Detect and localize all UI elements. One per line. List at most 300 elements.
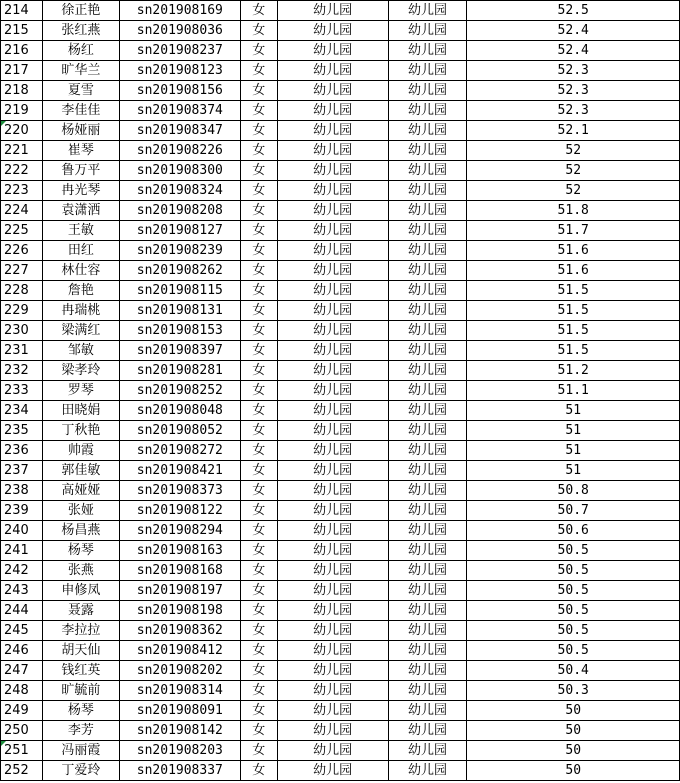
name-cell[interactable]: 李佳佳: [42, 101, 119, 121]
score-cell[interactable]: 51.6: [467, 241, 680, 261]
school-cell[interactable]: 幼儿园: [277, 141, 388, 161]
table-row: [1, 621, 680, 641]
candidate-id-cell[interactable]: sn201908048: [119, 401, 240, 421]
table-row: [1, 381, 680, 401]
school-cell[interactable]: 幼儿园: [277, 461, 388, 481]
gender-cell[interactable]: 女: [240, 381, 277, 401]
candidate-id-cell[interactable]: sn201908347: [119, 121, 240, 141]
name-cell[interactable]: 梁满红: [42, 321, 119, 341]
school-cell[interactable]: 幼儿园: [277, 521, 388, 541]
score-cell[interactable]: 50: [467, 761, 680, 781]
score-cell[interactable]: 52.3: [467, 81, 680, 101]
candidate-id-cell[interactable]: sn201908374: [119, 101, 240, 121]
name-cell[interactable]: 田晓娟: [42, 401, 119, 421]
name-cell[interactable]: 钱红英: [42, 661, 119, 681]
score-cell[interactable]: 52: [467, 181, 680, 201]
name-cell[interactable]: 杨红: [42, 41, 119, 61]
category-cell[interactable]: 幼儿园: [388, 621, 467, 641]
category-cell[interactable]: 幼儿园: [388, 261, 467, 281]
name-cell[interactable]: 鲁万平: [42, 161, 119, 181]
gender-cell[interactable]: 女: [240, 601, 277, 621]
row-number-cell[interactable]: 226: [1, 241, 43, 261]
candidate-id-cell[interactable]: sn201908324: [119, 181, 240, 201]
score-cell[interactable]: 52.3: [467, 61, 680, 81]
score-cell[interactable]: 52: [467, 161, 680, 181]
school-cell[interactable]: 幼儿园: [277, 1, 388, 21]
name-cell[interactable]: 张娅: [42, 501, 119, 521]
gender-cell[interactable]: 女: [240, 641, 277, 661]
candidate-id-cell[interactable]: sn201908239: [119, 241, 240, 261]
row-number-cell[interactable]: 252: [1, 761, 43, 781]
school-cell[interactable]: 幼儿园: [277, 401, 388, 421]
name-cell[interactable]: 帅霞: [42, 441, 119, 461]
school-cell[interactable]: 幼儿园: [277, 261, 388, 281]
school-cell[interactable]: 幼儿园: [277, 421, 388, 441]
table-row: [1, 541, 680, 561]
gender-cell[interactable]: 女: [240, 721, 277, 741]
category-cell[interactable]: 幼儿园: [388, 1, 467, 21]
table-row: [1, 241, 680, 261]
gender-cell[interactable]: 女: [240, 341, 277, 361]
category-cell[interactable]: 幼儿园: [388, 141, 467, 161]
table-row: [1, 421, 680, 441]
school-cell[interactable]: 幼儿园: [277, 621, 388, 641]
school-cell[interactable]: 幼儿园: [277, 641, 388, 661]
score-cell[interactable]: 51.8: [467, 201, 680, 221]
score-cell[interactable]: 50.5: [467, 641, 680, 661]
school-cell[interactable]: 幼儿园: [277, 241, 388, 261]
school-cell[interactable]: 幼儿园: [277, 101, 388, 121]
row-number-cell[interactable]: 237: [1, 461, 43, 481]
table-row: [1, 581, 680, 601]
candidate-id-cell[interactable]: sn201908397: [119, 341, 240, 361]
candidate-id-cell[interactable]: sn201908208: [119, 201, 240, 221]
table-row: [1, 501, 680, 521]
gender-cell[interactable]: 女: [240, 441, 277, 461]
school-cell[interactable]: 幼儿园: [277, 561, 388, 581]
gender-cell[interactable]: 女: [240, 221, 277, 241]
name-cell[interactable]: 林仕容: [42, 261, 119, 281]
category-cell[interactable]: 幼儿园: [388, 321, 467, 341]
category-cell[interactable]: 幼儿园: [388, 541, 467, 561]
score-cell[interactable]: 51.5: [467, 341, 680, 361]
candidate-id-cell[interactable]: sn201908168: [119, 561, 240, 581]
score-cell[interactable]: 51: [467, 421, 680, 441]
table-row: [1, 521, 680, 541]
table-row: [1, 81, 680, 101]
category-cell[interactable]: 幼儿园: [388, 121, 467, 141]
gender-cell[interactable]: 女: [240, 61, 277, 81]
row-number-cell[interactable]: 234: [1, 401, 43, 421]
row-number-cell[interactable]: 228: [1, 281, 43, 301]
candidate-id-cell[interactable]: sn201908314: [119, 681, 240, 701]
school-cell[interactable]: 幼儿园: [277, 361, 388, 381]
score-cell[interactable]: 51.5: [467, 301, 680, 321]
table-row: [1, 701, 680, 721]
row-number-cell[interactable]: 239: [1, 501, 43, 521]
table-row: [1, 601, 680, 621]
school-cell[interactable]: 幼儿园: [277, 301, 388, 321]
table-row: [1, 201, 680, 221]
score-cell[interactable]: 50.3: [467, 681, 680, 701]
gender-cell[interactable]: 女: [240, 301, 277, 321]
school-cell[interactable]: 幼儿园: [277, 761, 388, 781]
candidate-id-cell[interactable]: sn201908115: [119, 281, 240, 301]
row-number-cell[interactable]: 249: [1, 701, 43, 721]
row-number-cell[interactable]: 233: [1, 381, 43, 401]
gender-cell[interactable]: 女: [240, 241, 277, 261]
name-cell[interactable]: 申修凤: [42, 581, 119, 601]
row-number-cell[interactable]: 224: [1, 201, 43, 221]
category-cell[interactable]: 幼儿园: [388, 241, 467, 261]
row-number-cell[interactable]: 236: [1, 441, 43, 461]
category-cell[interactable]: 幼儿园: [388, 761, 467, 781]
candidate-id-cell[interactable]: sn201908163: [119, 541, 240, 561]
category-cell[interactable]: 幼儿园: [388, 721, 467, 741]
candidate-id-cell[interactable]: sn201908294: [119, 521, 240, 541]
row-number-cell[interactable]: 217: [1, 61, 43, 81]
gender-cell[interactable]: 女: [240, 81, 277, 101]
score-cell[interactable]: 52.5: [467, 1, 680, 21]
candidate-id-cell[interactable]: sn201908226: [119, 141, 240, 161]
gender-cell[interactable]: 女: [240, 761, 277, 781]
candidate-id-cell[interactable]: sn201908252: [119, 381, 240, 401]
school-cell[interactable]: 幼儿园: [277, 41, 388, 61]
category-cell[interactable]: 幼儿园: [388, 61, 467, 81]
results-table-body: [1, 1, 680, 781]
row-number-cell[interactable]: 246: [1, 641, 43, 661]
school-cell[interactable]: 幼儿园: [277, 121, 388, 141]
name-cell[interactable]: 杨娅丽: [42, 121, 119, 141]
school-cell[interactable]: 幼儿园: [277, 321, 388, 341]
gender-cell[interactable]: 女: [240, 741, 277, 761]
gender-cell[interactable]: 女: [240, 281, 277, 301]
row-number-cell[interactable]: 219: [1, 101, 43, 121]
school-cell[interactable]: 幼儿园: [277, 201, 388, 221]
score-cell[interactable]: 51.1: [467, 381, 680, 401]
name-cell[interactable]: 郭佳敏: [42, 461, 119, 481]
name-cell[interactable]: 徐正艳: [42, 1, 119, 21]
row-number-cell[interactable]: 229: [1, 301, 43, 321]
row-number-cell[interactable]: 247: [1, 661, 43, 681]
candidate-id-cell[interactable]: sn201908300: [119, 161, 240, 181]
gender-cell[interactable]: 女: [240, 701, 277, 721]
school-cell[interactable]: 幼儿园: [277, 481, 388, 501]
name-cell[interactable]: 王敏: [42, 221, 119, 241]
score-cell[interactable]: 50.6: [467, 521, 680, 541]
score-cell[interactable]: 50.5: [467, 561, 680, 581]
gender-cell[interactable]: 女: [240, 581, 277, 601]
gender-cell[interactable]: 女: [240, 41, 277, 61]
row-number-cell[interactable]: 245: [1, 621, 43, 641]
name-cell[interactable]: 旷华兰: [42, 61, 119, 81]
name-cell[interactable]: 胡天仙: [42, 641, 119, 661]
school-cell[interactable]: 幼儿园: [277, 381, 388, 401]
score-cell[interactable]: 50.5: [467, 581, 680, 601]
row-number-cell[interactable]: 218: [1, 81, 43, 101]
row-number-cell[interactable]: 222: [1, 161, 43, 181]
row-number-cell[interactable]: 240: [1, 521, 43, 541]
name-cell[interactable]: 田红: [42, 241, 119, 261]
category-cell[interactable]: 幼儿园: [388, 281, 467, 301]
candidate-id-cell[interactable]: sn201908373: [119, 481, 240, 501]
row-number-cell[interactable]: 250: [1, 721, 43, 741]
row-number-cell[interactable]: 238: [1, 481, 43, 501]
name-cell[interactable]: 冯丽霞: [42, 741, 119, 761]
candidate-id-cell[interactable]: sn201908197: [119, 581, 240, 601]
category-cell[interactable]: 幼儿园: [388, 741, 467, 761]
school-cell[interactable]: 幼儿园: [277, 221, 388, 241]
row-number-cell[interactable]: 241: [1, 541, 43, 561]
school-cell[interactable]: 幼儿园: [277, 701, 388, 721]
category-cell[interactable]: 幼儿园: [388, 561, 467, 581]
school-cell[interactable]: 幼儿园: [277, 721, 388, 741]
school-cell[interactable]: 幼儿园: [277, 161, 388, 181]
candidate-id-cell[interactable]: sn201908153: [119, 321, 240, 341]
gender-cell[interactable]: 女: [240, 401, 277, 421]
candidate-id-cell[interactable]: sn201908142: [119, 721, 240, 741]
gender-cell[interactable]: 女: [240, 661, 277, 681]
gender-cell[interactable]: 女: [240, 461, 277, 481]
row-number-cell[interactable]: 235: [1, 421, 43, 441]
category-cell[interactable]: 幼儿园: [388, 201, 467, 221]
row-number-cell[interactable]: 248: [1, 681, 43, 701]
score-cell[interactable]: 50.8: [467, 481, 680, 501]
score-cell[interactable]: 50: [467, 741, 680, 761]
category-cell[interactable]: 幼儿园: [388, 341, 467, 361]
score-cell[interactable]: 51.5: [467, 321, 680, 341]
school-cell[interactable]: 幼儿园: [277, 441, 388, 461]
school-cell[interactable]: 幼儿园: [277, 681, 388, 701]
row-number-cell[interactable]: 242: [1, 561, 43, 581]
candidate-id-cell[interactable]: sn201908127: [119, 221, 240, 241]
row-number-cell[interactable]: 221: [1, 141, 43, 161]
name-cell[interactable]: 丁爱玲: [42, 761, 119, 781]
row-number-cell[interactable]: 243: [1, 581, 43, 601]
score-cell[interactable]: 50.5: [467, 541, 680, 561]
category-cell[interactable]: 幼儿园: [388, 221, 467, 241]
candidate-id-cell[interactable]: sn201908203: [119, 741, 240, 761]
candidate-id-cell[interactable]: sn201908281: [119, 361, 240, 381]
row-number-cell[interactable]: 230: [1, 321, 43, 341]
candidate-id-cell[interactable]: sn201908091: [119, 701, 240, 721]
candidate-id-cell[interactable]: sn201908131: [119, 301, 240, 321]
row-number-cell[interactable]: 232: [1, 361, 43, 381]
category-cell[interactable]: 幼儿园: [388, 581, 467, 601]
table-row: [1, 101, 680, 121]
gender-cell[interactable]: 女: [240, 501, 277, 521]
candidate-id-cell[interactable]: sn201908122: [119, 501, 240, 521]
school-cell[interactable]: 幼儿园: [277, 501, 388, 521]
name-cell[interactable]: 袁潇洒: [42, 201, 119, 221]
name-cell[interactable]: 崔琴: [42, 141, 119, 161]
row-number-cell[interactable]: 214: [1, 1, 43, 21]
gender-cell[interactable]: 女: [240, 101, 277, 121]
candidate-id-cell[interactable]: sn201908052: [119, 421, 240, 441]
gender-cell[interactable]: 女: [240, 261, 277, 281]
score-cell[interactable]: 52.4: [467, 21, 680, 41]
category-cell[interactable]: 幼儿园: [388, 501, 467, 521]
category-cell[interactable]: 幼儿园: [388, 521, 467, 541]
row-number-cell[interactable]: 244: [1, 601, 43, 621]
name-cell[interactable]: 冉光琴: [42, 181, 119, 201]
name-cell[interactable]: 杨昌燕: [42, 521, 119, 541]
school-cell[interactable]: 幼儿园: [277, 181, 388, 201]
row-number-cell[interactable]: 227: [1, 261, 43, 281]
gender-cell[interactable]: 女: [240, 561, 277, 581]
row-number-cell[interactable]: 251: [1, 741, 43, 761]
category-cell[interactable]: 幼儿园: [388, 101, 467, 121]
score-cell[interactable]: 51.6: [467, 261, 680, 281]
category-cell[interactable]: 幼儿园: [388, 461, 467, 481]
gender-cell[interactable]: 女: [240, 201, 277, 221]
gender-cell[interactable]: 女: [240, 141, 277, 161]
gender-cell[interactable]: 女: [240, 321, 277, 341]
category-cell[interactable]: 幼儿园: [388, 701, 467, 721]
name-cell[interactable]: 李拉拉: [42, 621, 119, 641]
category-cell[interactable]: 幼儿园: [388, 441, 467, 461]
gender-cell[interactable]: 女: [240, 121, 277, 141]
candidate-id-cell[interactable]: sn201908036: [119, 21, 240, 41]
score-cell[interactable]: 51: [467, 441, 680, 461]
school-cell[interactable]: 幼儿园: [277, 21, 388, 41]
name-cell[interactable]: 冉瑞桃: [42, 301, 119, 321]
table-row: [1, 561, 680, 581]
score-cell[interactable]: 51.2: [467, 361, 680, 381]
score-cell[interactable]: 52: [467, 141, 680, 161]
table-row: [1, 61, 680, 81]
row-number-cell[interactable]: 216: [1, 41, 43, 61]
gender-cell[interactable]: 女: [240, 621, 277, 641]
table-row: [1, 361, 680, 381]
name-cell[interactable]: 丁秋艳: [42, 421, 119, 441]
table-row: [1, 221, 680, 241]
school-cell[interactable]: 幼儿园: [277, 341, 388, 361]
school-cell[interactable]: 幼儿园: [277, 601, 388, 621]
score-cell[interactable]: 51.7: [467, 221, 680, 241]
category-cell[interactable]: 幼儿园: [388, 41, 467, 61]
candidate-id-cell[interactable]: sn201908362: [119, 621, 240, 641]
candidate-id-cell[interactable]: sn201908412: [119, 641, 240, 661]
table-row: [1, 41, 680, 61]
row-number-cell[interactable]: 225: [1, 221, 43, 241]
category-cell[interactable]: 幼儿园: [388, 601, 467, 621]
score-cell[interactable]: 52.4: [467, 41, 680, 61]
score-cell[interactable]: 52.3: [467, 101, 680, 121]
gender-cell[interactable]: 女: [240, 181, 277, 201]
gender-cell[interactable]: 女: [240, 421, 277, 441]
name-cell[interactable]: 邹敏: [42, 341, 119, 361]
school-cell[interactable]: 幼儿园: [277, 61, 388, 81]
gender-cell[interactable]: 女: [240, 21, 277, 41]
category-cell[interactable]: 幼儿园: [388, 161, 467, 181]
category-cell[interactable]: 幼儿园: [388, 401, 467, 421]
candidate-id-cell[interactable]: sn201908123: [119, 61, 240, 81]
gender-cell[interactable]: 女: [240, 361, 277, 381]
candidate-id-cell[interactable]: sn201908169: [119, 1, 240, 21]
category-cell[interactable]: 幼儿园: [388, 361, 467, 381]
name-cell[interactable]: 梁孝玲: [42, 361, 119, 381]
candidate-id-cell[interactable]: sn201908272: [119, 441, 240, 461]
candidate-id-cell[interactable]: sn201908198: [119, 601, 240, 621]
name-cell[interactable]: 旷毓前: [42, 681, 119, 701]
gender-cell[interactable]: 女: [240, 541, 277, 561]
school-cell[interactable]: 幼儿园: [277, 741, 388, 761]
category-cell[interactable]: 幼儿园: [388, 681, 467, 701]
name-cell[interactable]: 詹艳: [42, 281, 119, 301]
category-cell[interactable]: 幼儿园: [388, 481, 467, 501]
table-row: [1, 301, 680, 321]
table-row: [1, 481, 680, 501]
candidate-id-cell[interactable]: sn201908237: [119, 41, 240, 61]
category-cell[interactable]: 幼儿园: [388, 81, 467, 101]
name-cell[interactable]: 张红燕: [42, 21, 119, 41]
name-cell[interactable]: 夏雪: [42, 81, 119, 101]
candidate-id-cell[interactable]: sn201908202: [119, 661, 240, 681]
gender-cell[interactable]: 女: [240, 161, 277, 181]
school-cell[interactable]: 幼儿园: [277, 281, 388, 301]
gender-cell[interactable]: 女: [240, 521, 277, 541]
gender-cell[interactable]: 女: [240, 481, 277, 501]
category-cell[interactable]: 幼儿园: [388, 421, 467, 441]
gender-cell[interactable]: 女: [240, 681, 277, 701]
score-cell[interactable]: 51.5: [467, 281, 680, 301]
name-cell[interactable]: 罗琴: [42, 381, 119, 401]
gender-cell[interactable]: 女: [240, 1, 277, 21]
school-cell[interactable]: 幼儿园: [277, 81, 388, 101]
name-cell[interactable]: 张燕: [42, 561, 119, 581]
score-cell[interactable]: 51: [467, 401, 680, 421]
score-cell[interactable]: 50.5: [467, 601, 680, 621]
table-row: [1, 461, 680, 481]
score-cell[interactable]: 50: [467, 721, 680, 741]
row-number-cell[interactable]: 215: [1, 21, 43, 41]
candidate-id-cell[interactable]: sn201908262: [119, 261, 240, 281]
candidate-id-cell[interactable]: sn201908337: [119, 761, 240, 781]
table-row: [1, 721, 680, 741]
table-row: [1, 21, 680, 41]
name-cell[interactable]: 杨琴: [42, 541, 119, 561]
score-cell[interactable]: 50.4: [467, 661, 680, 681]
name-cell[interactable]: 李芳: [42, 721, 119, 741]
score-cell[interactable]: 50.7: [467, 501, 680, 521]
school-cell[interactable]: 幼儿园: [277, 581, 388, 601]
table-row: [1, 261, 680, 281]
score-cell[interactable]: 51: [467, 461, 680, 481]
category-cell[interactable]: 幼儿园: [388, 21, 467, 41]
candidate-id-cell[interactable]: sn201908421: [119, 461, 240, 481]
name-cell[interactable]: 聂露: [42, 601, 119, 621]
table-row: [1, 181, 680, 201]
name-cell[interactable]: 高娅娅: [42, 481, 119, 501]
score-cell[interactable]: 52.1: [467, 121, 680, 141]
table-row: [1, 1, 680, 21]
school-cell[interactable]: 幼儿园: [277, 541, 388, 561]
score-cell[interactable]: 50: [467, 701, 680, 721]
row-number-cell[interactable]: 220: [1, 121, 43, 141]
row-number-cell[interactable]: 223: [1, 181, 43, 201]
score-cell[interactable]: 50.5: [467, 621, 680, 641]
candidate-id-cell[interactable]: sn201908156: [119, 81, 240, 101]
category-cell[interactable]: 幼儿园: [388, 641, 467, 661]
category-cell[interactable]: 幼儿园: [388, 381, 467, 401]
school-cell[interactable]: 幼儿园: [277, 661, 388, 681]
name-cell[interactable]: 杨琴: [42, 701, 119, 721]
category-cell[interactable]: 幼儿园: [388, 301, 467, 321]
category-cell[interactable]: 幼儿园: [388, 661, 467, 681]
category-cell[interactable]: 幼儿园: [388, 181, 467, 201]
row-number-cell[interactable]: 231: [1, 341, 43, 361]
